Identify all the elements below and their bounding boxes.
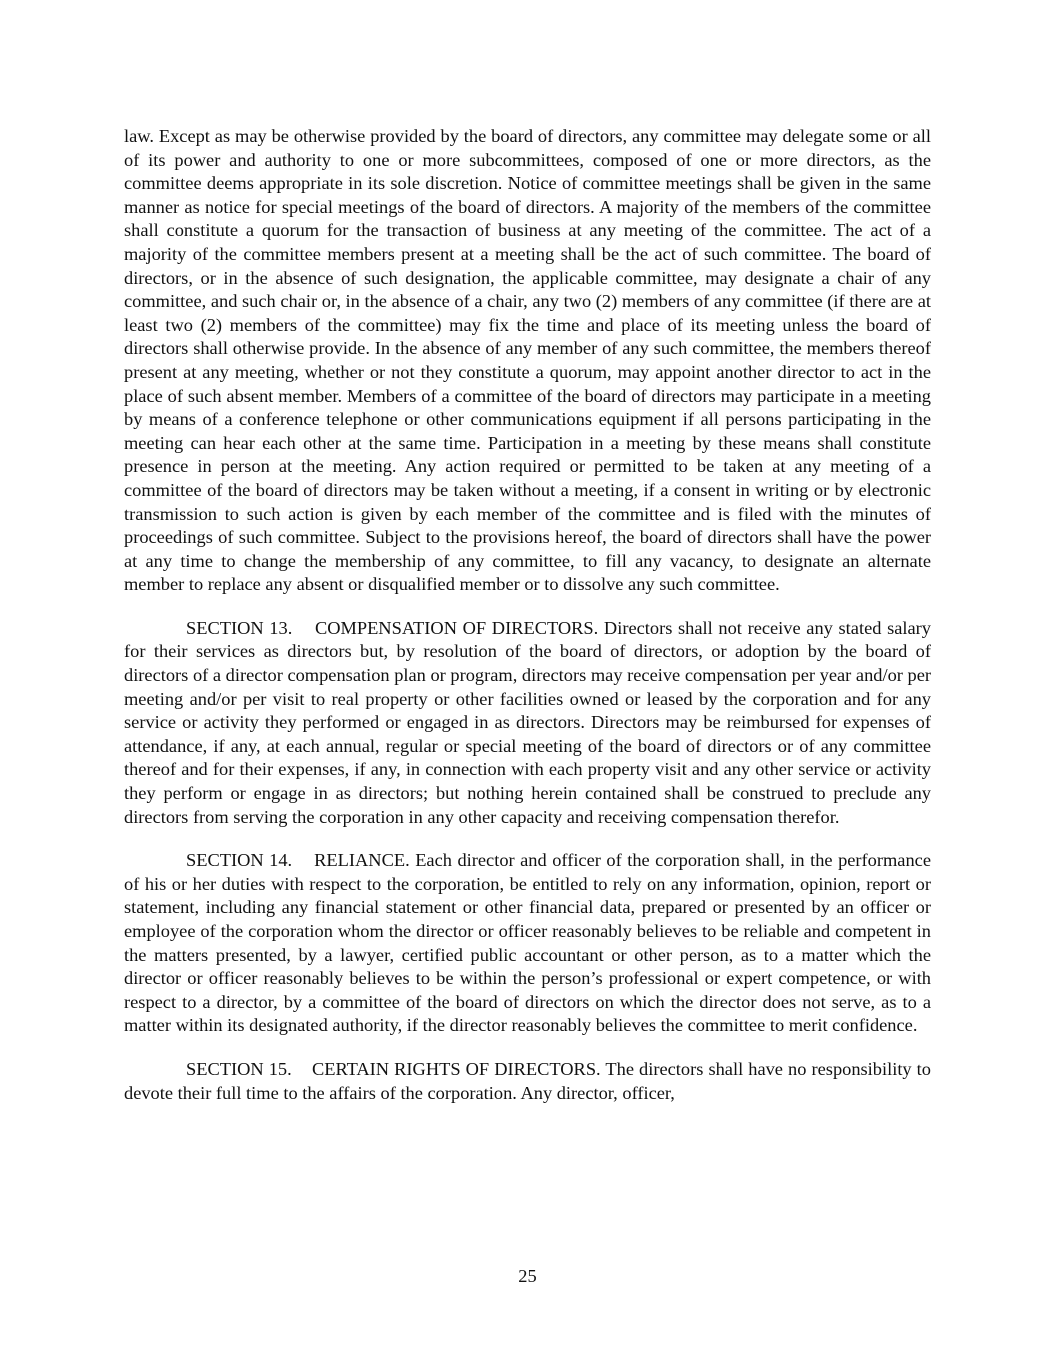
section-15-text: The directors shall have no responsibility to devote their full time to the affairs of the corporation. Any director, officer, [124,1058,931,1103]
section-14-text: Each director and officer of the corporation shall, in the performance of his or her duties with respect to the corporation, be entitled to rely on any information, opinion, report or statement, including any financial statement or other financial data, prepared or presented by an officer or employee of the corporation whom the director or officer reasonably believes to be reliable and competent in the matters presented, by a lawyer, certified public accountant or other person, as to a matter which the director or officer reasonably believes to be within the person’s professional or expert competence, or with respect to a director, by a committee of the board of directors on which the director does not serve, as to a matter within its designated authority, if the director reasonably believes the committee to merit confidence. [124,850,931,1036]
section-13-text: Directors shall not receive any stated salary for their services as directors but, by resolution of the board of directors, or adoption by the board of directors of a director compensation plan or program, directors may receive compensation per year and/or per meeting and/or per visit to real property or other facilities owned or leased by the corporation and for any service or activity they performed or engaged in as directors. Directors may be reimbursed for expenses of attendance, if any, at each annual, regular or special meeting of the board of directors or of any committee thereof and for their expenses, if any, in connection with each property visit and any other service or activity they perform or engage in as directors; but nothing herein contained shall be construed to preclude any directors from serving the corporation in any other capacity and receiving compensation therefor. [124,617,931,827]
section-15-heading: SECTION 15. CERTAIN RIGHTS OF DIRECTORS. [186,1058,601,1079]
section-14-paragraph [124,849,931,1038]
page-number: 25 [518,1266,537,1286]
section-14-heading: SECTION 14. RELIANCE. [186,850,410,871]
paragraph-committee-continuation: law. Except as may be otherwise provided by the board of directors, any committee may delegate some or all of its power and authority to one or more subcommittees, composed of one or more directors, as the committee deems appropriate in its sole discretion. Notice of committee meetings shall be given in the same manner as notice for special meetings of the board of directors. A majority of the members of the committee shall constitute a quorum for the transaction of business at any meeting of the committee. The act of a majority of the committee members present at a meeting shall be the act of such committee. The board of directors, or in the absence of such designation, the applicable committee, may designate a chair of any committee, and such chair or, in the absence of a chair, any two (2) members of any committee (if there are at least two (2) members of the committee) may fix the time and place of its meeting unless the board of directors shall otherwise provide. In the absence of any member of any such committee, the members thereof present at any meeting, whether or not they constitute a quorum, may appoint another director to act in the place of such absent member. Members of a committee of the board of directors may participate in a meeting by means of a conference telephone or other communications equipment if all persons participating in the meeting can hear each other at the same time. Participation in a meeting by these means shall constitute presence in person at the meeting. Any action required or permitted to be taken at any meeting of a committee of the board of directors may be taken without a meeting, if a consent in writing or by electronic transmission to such action is given by each member of the committee and is filed with the minutes of proceedings of such committee. Subject to the provisions hereof, the board of directors shall have the power at any time to change the membership of any committee, to fill any vacancy, to designate an alternate member to replace any absent or disqualified member or to dissolve any such committee. [124,126,931,595]
document-body [124,125,931,1105]
section-13-paragraph [124,617,931,829]
section-15-paragraph [124,1058,931,1105]
section-13-heading: SECTION 13. COMPENSATION OF DIRECTORS. [186,617,599,638]
